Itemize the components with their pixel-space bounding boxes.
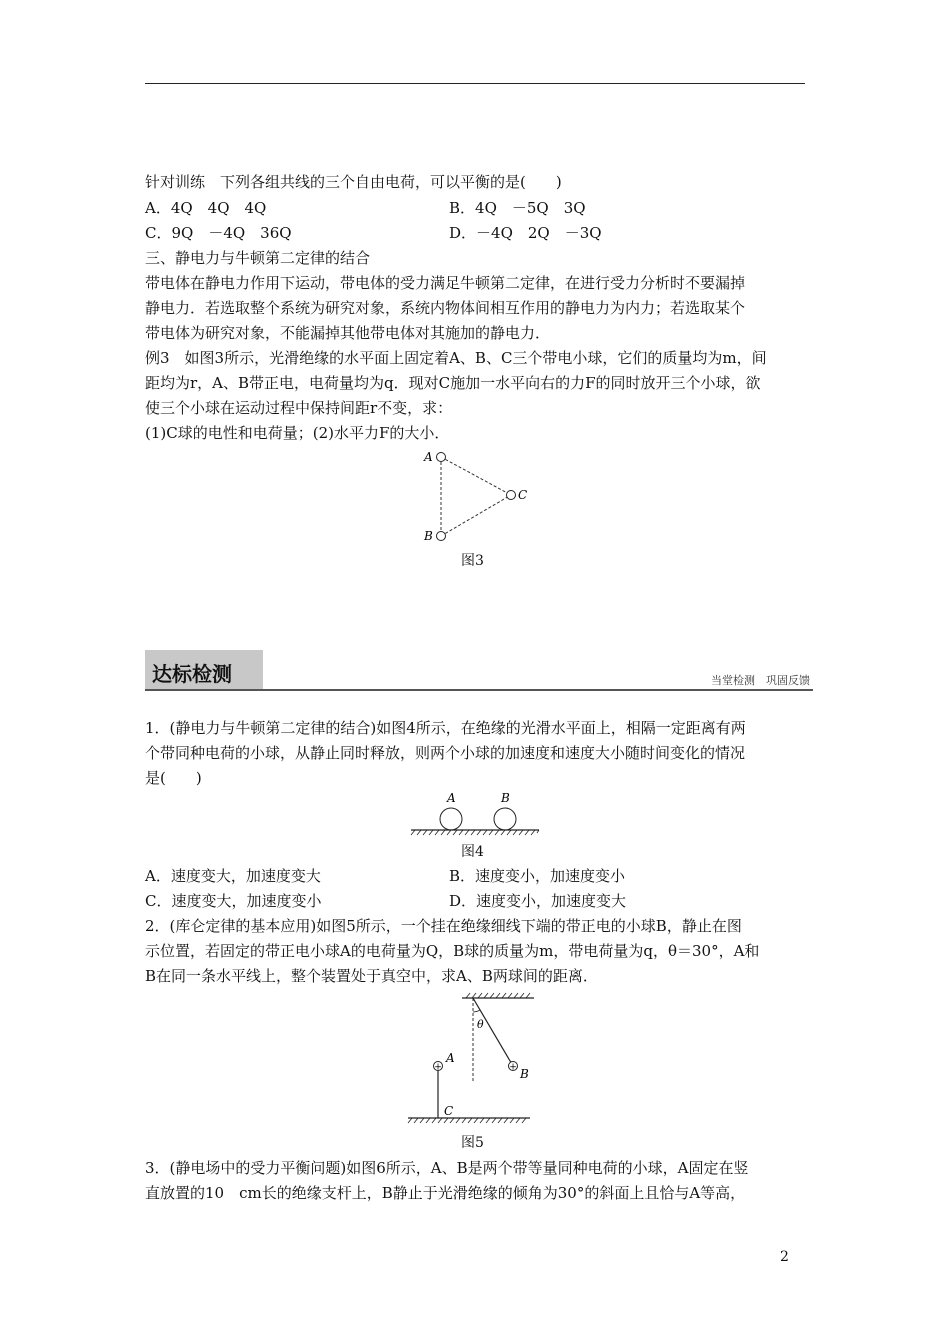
ball-c <box>507 491 516 500</box>
plus-sign: + <box>509 1062 517 1073</box>
banner-rule <box>145 689 813 691</box>
label-a: A <box>424 450 433 464</box>
example3-line: 例3 如图3所示，光滑绝缘的水平面上固定着A、B、C三个带电小球，它们的质量均为m，间 <box>145 349 767 367</box>
label-a: A <box>447 791 456 805</box>
example3-line: 使三个小球在运动过程中保持间距r不变，求： <box>145 399 453 417</box>
header-rule <box>145 83 805 84</box>
q1-option-a: A．速度变大，加速度变大 <box>145 867 321 885</box>
section-paragraph-line: 带电体为研究对象，不能漏掉其他带电体对其施加的静电力． <box>145 324 551 342</box>
q2-line: 示位置，若固定的带正电小球A的电荷量为Q，B球的质量为m，带电荷量为q，θ＝30°，A和 <box>145 942 760 960</box>
q1-option-d: D．速度变小，加速度变大 <box>449 892 627 910</box>
label-theta: θ <box>477 1018 484 1031</box>
figure-5-caption: 图5 <box>461 1135 484 1151</box>
practice-option-c: C．9Q －4Q 36Q <box>145 224 292 242</box>
figure-4-caption: 图4 <box>461 844 484 860</box>
angle-arc <box>473 1010 480 1012</box>
q1-line: 个带同种电荷的小球，从静止同时释放，则两个小球的加速度和速度大小随时间变化的情况 <box>145 744 746 762</box>
figure-4 <box>405 790 545 840</box>
section-paragraph-line: 带电体在静电力作用下运动，带电体的受力满足牛顿第二定律，在进行受力分析时不要漏掉 <box>145 274 746 292</box>
figure-5 <box>400 990 550 1130</box>
label-b: B <box>501 791 510 805</box>
q1-line: 是( ) <box>145 769 202 787</box>
ball-b <box>494 808 516 830</box>
label-b: B <box>424 529 433 543</box>
q1-line: 1．(静电力与牛顿第二定律的结合)如图4所示，在绝缘的光滑水平面上，相隔一定距离有两 <box>145 719 746 737</box>
example3-line: (1)C球的电性和电荷量；(2)水平力F的大小． <box>145 424 450 442</box>
ground-hatching <box>411 830 539 835</box>
practice-option-d: D．－4Q 2Q －3Q <box>449 224 602 242</box>
q3-line: 直放置的10 cm长的绝缘支杆上，B静止于光滑绝缘的倾角为30°的斜面上且恰与A等高， <box>145 1184 746 1202</box>
thread <box>473 998 513 1066</box>
ground-hatching <box>408 1118 526 1123</box>
q1-option-c: C．速度变大，加速度变小 <box>145 892 322 910</box>
banner-title: 达标检测 <box>152 662 232 686</box>
ball-a <box>440 808 462 830</box>
label-c: C <box>518 488 528 502</box>
q2-line: B在同一条水平线上，整个装置处于真空中，求A、B两球间的距离． <box>145 967 598 985</box>
practice-question: 针对训练 下列各组共线的三个自由电荷，可以平衡的是( ) <box>145 173 562 191</box>
section-paragraph-line: 静电力．若选取整个系统为研究对象，系统内物体间相互作用的静电力为内力；若选取某个 <box>145 299 746 317</box>
figure-3 <box>415 448 535 548</box>
q1-option-b: B．速度变小，加速度变小 <box>449 867 626 885</box>
practice-option-a: A．4Q 4Q 4Q <box>145 199 267 217</box>
q3-line: 3．(静电场中的受力平衡问题)如图6所示，A、B是两个带等量同种电荷的小球，A固定在竖 <box>145 1159 749 1177</box>
example3-line: 距均为r，A、B带正电，电荷量均为q．现对C施加一水平向右的力F的同时放开三个小球，欲 <box>145 374 761 392</box>
q2-line: 2．(库仑定律的基本应用)如图5所示，一个挂在绝缘细线下端的带正电的小球B，静止在图 <box>145 917 742 935</box>
edge-bc <box>441 495 511 536</box>
figure-3-caption: 图3 <box>461 553 484 569</box>
ball-b <box>437 532 446 541</box>
label-a: A <box>446 1051 455 1065</box>
ball-a <box>437 453 446 462</box>
label-b: B <box>520 1067 529 1081</box>
plus-sign: + <box>434 1062 442 1073</box>
label-c: C <box>444 1104 454 1118</box>
ceiling-hatching <box>466 993 530 998</box>
section-heading: 三、静电力与牛顿第二定律的结合 <box>145 249 371 267</box>
edge-ac <box>441 457 511 495</box>
banner-subtitle: 当堂检测 巩固反馈 <box>711 674 810 687</box>
page-number: 2 <box>780 1249 789 1265</box>
practice-option-b: B．4Q －5Q 3Q <box>449 199 586 217</box>
